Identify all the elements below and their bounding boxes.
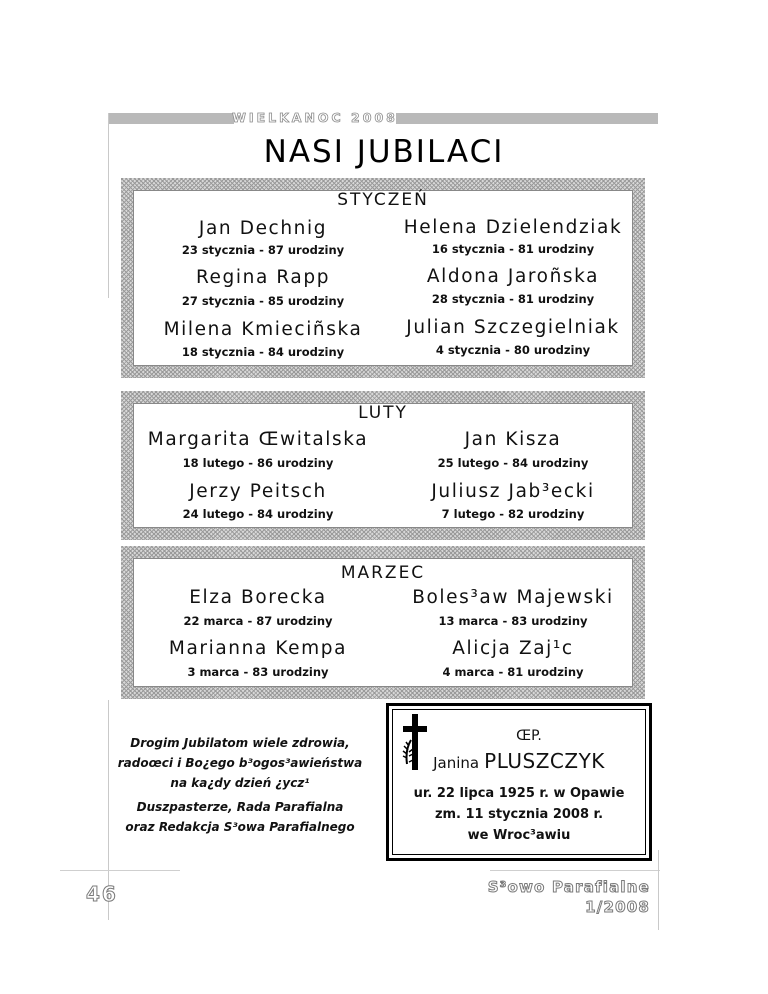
page-number: 46 [86, 882, 118, 906]
birthday-info: 16 stycznia - 81 urodziny [431, 242, 595, 256]
birthday-info: 18 stycznia - 84 urodziny [181, 345, 345, 359]
page-title: NASI JUBILACI [263, 134, 505, 170]
wishes-line: radoœci i Bo¿ego b³ogos³awieństwa [117, 756, 363, 770]
deceased-last-name: PLUSZCZYK [484, 749, 605, 773]
birthday-info: 4 stycznia - 80 urodziny [435, 343, 591, 357]
birthday-info: 18 lutego - 86 urodziny [182, 456, 334, 470]
wishes-signature [115, 797, 365, 837]
issue-label: WIELKANOC 2008 [232, 110, 398, 125]
header-bar-left [108, 113, 234, 124]
birth-info: ur. 22 lipca 1925 r. w Opawie [413, 786, 625, 801]
publication-name: S³owo Parafialne [487, 878, 650, 896]
person-name: Jan Kisza [464, 429, 562, 450]
person-name: Jan Dechnig [198, 218, 328, 239]
person-name: Julian Szczegielniak [406, 317, 620, 338]
birthday-info: 27 stycznia - 85 urodziny [181, 294, 345, 308]
birthday-info: 24 lutego - 84 urodziny [182, 507, 334, 521]
person-name: Juliusz Jab³ecki [431, 481, 595, 502]
death-info: zm. 11 stycznia 2008 r. [434, 807, 604, 822]
person-name: Milena Kmieciñska [163, 319, 363, 340]
signature-line: oraz Redakcja S³owa Parafialnego [125, 820, 355, 834]
birthday-info: 4 marca - 81 urodziny [442, 665, 584, 679]
birthday-info: 3 marca - 83 urodziny [187, 665, 329, 679]
deceased-first-name: Janina [433, 754, 480, 772]
person-name: Alicja Zaj¹c [452, 638, 574, 659]
birthday-info: 23 stycznia - 87 urodziny [181, 243, 345, 257]
deceased-name [389, 749, 649, 773]
wishes-line: Drogim Jubilatom wiele zdrowia, [130, 736, 350, 750]
birthday-info: 7 lutego - 82 urodziny [441, 507, 585, 521]
issue-number: 1/2008 [585, 898, 650, 916]
person-name: Jerzy Peitsch [189, 481, 327, 502]
obituary-box [386, 703, 652, 861]
footer-rule-left [60, 870, 180, 871]
right-margin-line [658, 850, 659, 930]
wishes-text [115, 733, 365, 793]
person-name: Margarita Œwitalska [147, 429, 369, 450]
month-heading-january: STYCZEŃ [337, 190, 429, 210]
person-name: Marianna Kempa [168, 638, 348, 659]
rip-label: ŒP. [516, 728, 542, 744]
person-name: Elza Borecka [189, 587, 327, 608]
person-name: Boles³aw Majewski [412, 587, 614, 608]
person-name: Regina Rapp [195, 267, 331, 288]
death-place: we Wroc³awiu [467, 828, 571, 843]
person-name: Helena Dzielendziak [403, 217, 623, 238]
footer-rule-right [490, 870, 660, 871]
header-bar-right [396, 113, 658, 124]
birthday-info: 13 marca - 83 urodziny [438, 614, 588, 628]
birthday-info: 28 stycznia - 81 urodziny [431, 292, 595, 306]
month-heading-march: MARZEC [340, 563, 426, 583]
person-name: Aldona Jaroñska [426, 266, 600, 287]
wishes-line: na ka¿dy dzień ¿ycz¹ [170, 776, 310, 790]
birthday-info: 22 marca - 87 urodziny [183, 614, 333, 628]
month-heading-february: LUTY [358, 403, 408, 423]
signature-line: Duszpasterze, Rada Parafialna [136, 800, 344, 814]
birthday-info: 25 lutego - 84 urodziny [437, 456, 589, 470]
